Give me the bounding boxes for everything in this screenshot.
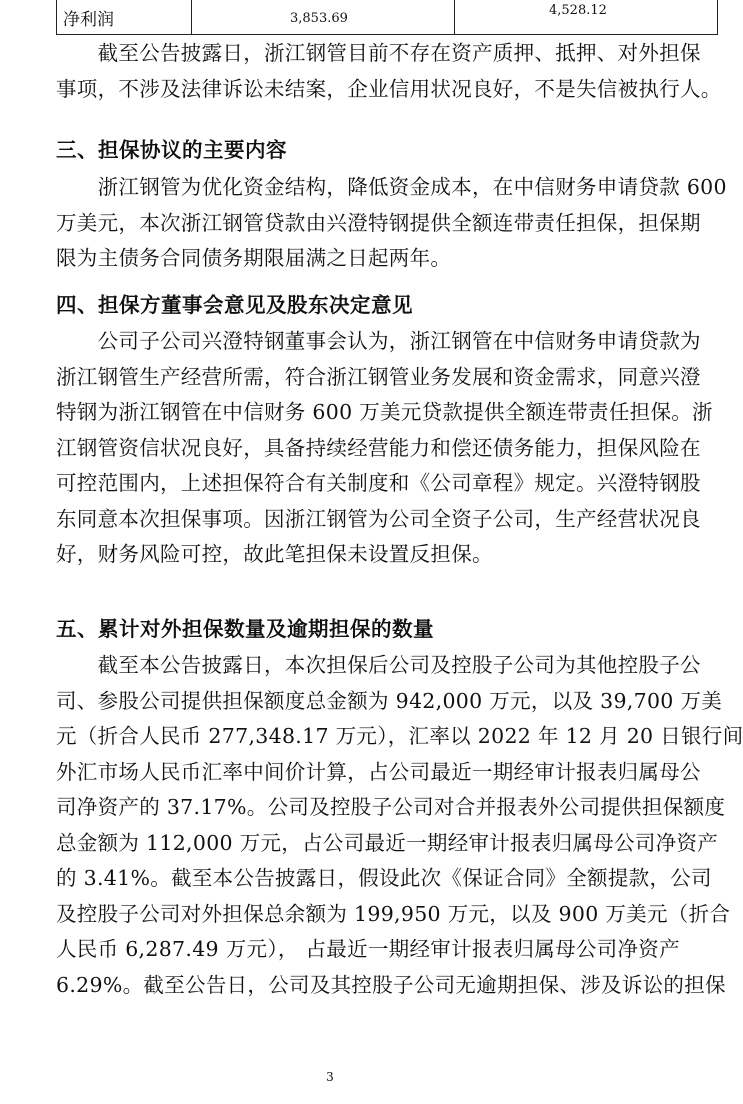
text-line: 好，财务风险可控，故此笔担保未设置反担保。 — [56, 542, 493, 566]
text-line: 限为主债务合同债务期限届满之日起两年。 — [56, 246, 452, 270]
table-cell-label: 净利润 — [57, 0, 192, 35]
page-number: 3 — [326, 1070, 334, 1084]
financial-table — [56, 0, 718, 35]
text-line: 元（折合人民币 277,348.17 万元），汇率以 2022 年 12 月 20 日银行间 — [56, 724, 743, 748]
text-line: 人民币 6,287.49 万元）， 占最近一期经审计报表归属母公司净资产 — [56, 937, 680, 961]
text-line: 及控股子公司对外担保总余额为 199,950 万元，以及 900 万美元（折合 — [56, 901, 731, 926]
text-line: 特钢为浙江钢管在中信财务 600 万美元贷款提供全额连带责任担保。浙 — [56, 400, 713, 424]
text-line: 浙江钢管为优化资金结构，降低资金成本，在中信财务申请贷款 600 — [56, 175, 727, 199]
text-line: 总金额为 112,000 万元，占公司最近一期经审计报表归属母公司净资产 — [56, 830, 719, 855]
section-heading-4: 四、担保方董事会意见及股东决定意见 — [56, 293, 413, 317]
table-cell-value-2: 4,528.12 — [455, 0, 718, 35]
text-line: 司、参股公司提供担保额度总金额为 942,000 万元，以及 39,700 万美 — [56, 688, 723, 713]
section-heading-5: 五、累计对外担保数量及逾期担保的数量 — [56, 617, 434, 641]
table-cell-value-1: 3,853.69 — [192, 0, 455, 35]
text-line: 的 3.41%。截至本公告披露日，假设此次《保证合同》全额提款，公司 — [56, 866, 712, 890]
text-line: 截至公告披露日，浙江钢管目前不存在资产质押、抵押、对外担保 — [56, 41, 701, 65]
text-line: 司净资产的 37.17%。公司及控股子公司对合并报表外公司提供担保额度 — [56, 795, 726, 819]
paragraph-board-opinion — [56, 324, 713, 573]
text-line: 东同意本次担保事项。因浙江钢管为公司全资子公司，生产经营状况良 — [56, 506, 701, 531]
text-line: 6.29%。截至公告日，公司及其控股子公司无逾期担保、涉及诉讼的担保 — [56, 972, 726, 997]
paragraph-cumulative-guarantee — [56, 648, 743, 1003]
text-line: 截至本公告披露日，本次担保后公司及控股子公司为其他控股子公 — [56, 653, 701, 677]
text-line: 可控范围内，上述担保符合有关制度和《公司章程》规定。兴澄特钢股 — [56, 471, 701, 495]
text-line: 事项，不涉及法律诉讼未结案，企业信用状况良好，不是失信被执行人。 — [56, 76, 722, 101]
text-line: 外汇市场人民币汇率中间价计算，占公司最近一期经审计报表归属母公 — [56, 759, 701, 784]
text-line: 江钢管资信状况良好，具备持续经营能力和偿还债务能力，担保风险在 — [56, 435, 701, 460]
section-heading-3: 三、担保协议的主要内容 — [56, 138, 287, 162]
paragraph-pledge-status — [56, 36, 722, 107]
text-line: 浙江钢管生产经营所需，符合浙江钢管业务发展和资金需求，同意兴澄 — [56, 364, 701, 389]
table-row — [57, 0, 718, 35]
text-line: 公司子公司兴澄特钢董事会认为，浙江钢管在中信财务申请贷款为 — [56, 329, 701, 353]
text-line: 万美元，本次浙江钢管贷款由兴澄特钢提供全额连带责任担保，担保期 — [56, 210, 701, 235]
paragraph-guarantee-content — [56, 170, 727, 277]
